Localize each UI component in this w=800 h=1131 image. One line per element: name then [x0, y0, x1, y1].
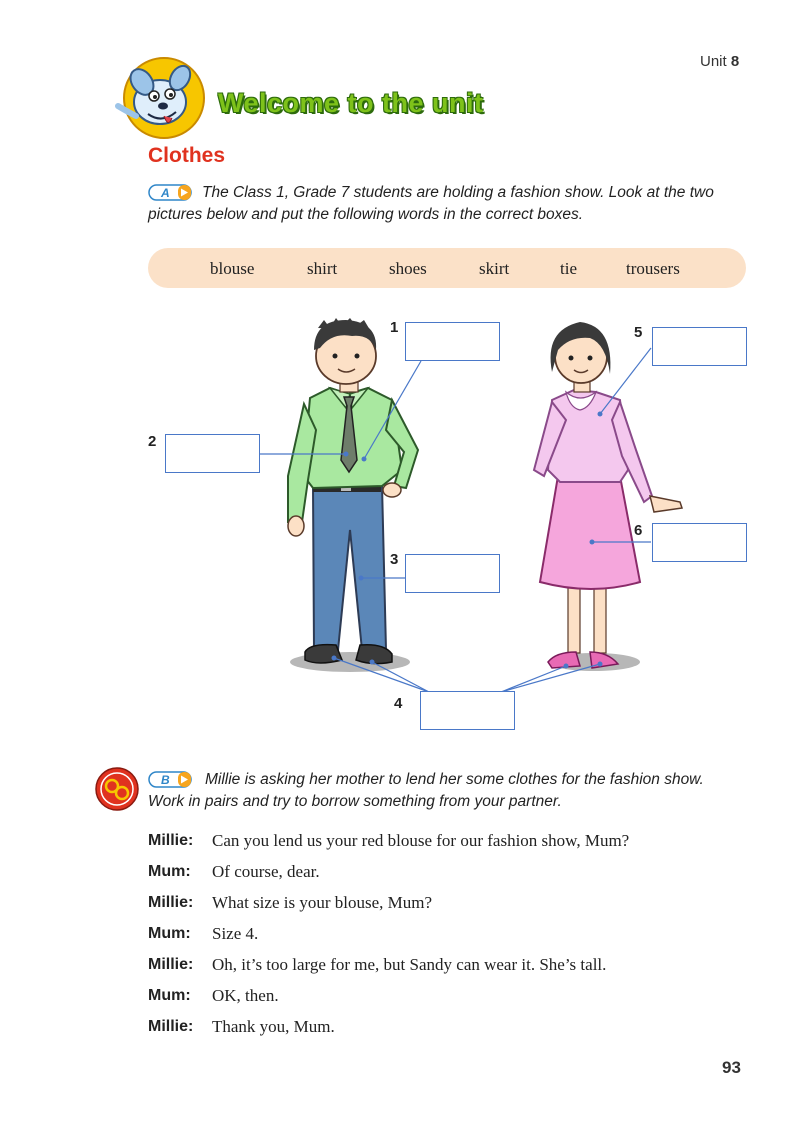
part-a-badge-letter: A [161, 186, 170, 200]
part-b-instruction-line1: Millie is asking her mother to lend her some clothes for the fashion show. [205, 771, 704, 788]
pair-work-icon [94, 766, 140, 812]
dialog-line: Of course, dear. [212, 862, 320, 881]
word-blouse: blouse [210, 259, 255, 278]
word-trousers: trousers [626, 259, 680, 278]
unit-title: Welcome to the unit [218, 88, 484, 118]
girl-figure [534, 322, 682, 668]
dialog-line: What size is your blouse, Mum? [212, 893, 433, 912]
box-number-2: 2 [148, 433, 157, 450]
answer-box-5[interactable] [652, 327, 747, 366]
part-a-instruction-line2: pictures below and put the following words in the correct boxes. [148, 206, 584, 223]
dialog-line: Thank you, Mum. [212, 1017, 335, 1036]
box-number-3: 3 [390, 551, 399, 568]
part-b-instruction-line2: Work in pairs and try to borrow something from your partner. [148, 793, 562, 810]
dialog-line: Oh, it’s too large for me, but Sandy can wear it. She’s tall. [212, 955, 607, 974]
box-number-1: 1 [390, 319, 399, 336]
answer-box-4[interactable] [420, 691, 515, 730]
unit-label [700, 53, 739, 70]
dialog-speaker: Mum: [148, 987, 191, 1004]
unit-number: 8 [730, 53, 740, 70]
word-skirt: skirt [479, 259, 510, 278]
answer-box-2[interactable] [165, 434, 260, 473]
dialog-speaker: Millie: [148, 894, 194, 911]
box-number-6: 6 [634, 522, 643, 539]
dialog-speaker: Millie: [148, 832, 194, 849]
page-number: 93 [722, 1058, 741, 1077]
part-a-badge [148, 184, 192, 201]
word-tie: tie [560, 259, 577, 278]
answer-box-1[interactable] [405, 322, 500, 361]
dialog-speaker: Mum: [148, 863, 191, 880]
part-b-badge-letter: B [161, 773, 170, 787]
dialog-speaker: Millie: [148, 956, 194, 973]
part-b-badge [148, 771, 192, 788]
answer-box-3[interactable] [405, 554, 500, 593]
word-shirt: shirt [307, 259, 338, 278]
word-shoes: shoes [389, 259, 427, 278]
dog-mascot-icon [112, 54, 212, 140]
answer-box-6[interactable] [652, 523, 747, 562]
box-number-4: 4 [394, 695, 403, 712]
dialog-line: OK, then. [212, 986, 279, 1005]
boy-figure [288, 318, 418, 664]
box-number-5: 5 [634, 324, 643, 341]
unit-prefix: Unit [700, 53, 727, 70]
section-title: Clothes [148, 144, 226, 167]
dialog-line: Can you lend us your red blouse for our fashion show, Mum? [212, 831, 630, 850]
dialog-speaker: Mum: [148, 925, 191, 942]
dialog-speaker: Millie: [148, 1018, 194, 1035]
part-a-instruction-line1: The Class 1, Grade 7 students are holding a fashion show. Look at the two [202, 184, 714, 201]
dialog-line: Size 4. [212, 924, 259, 943]
